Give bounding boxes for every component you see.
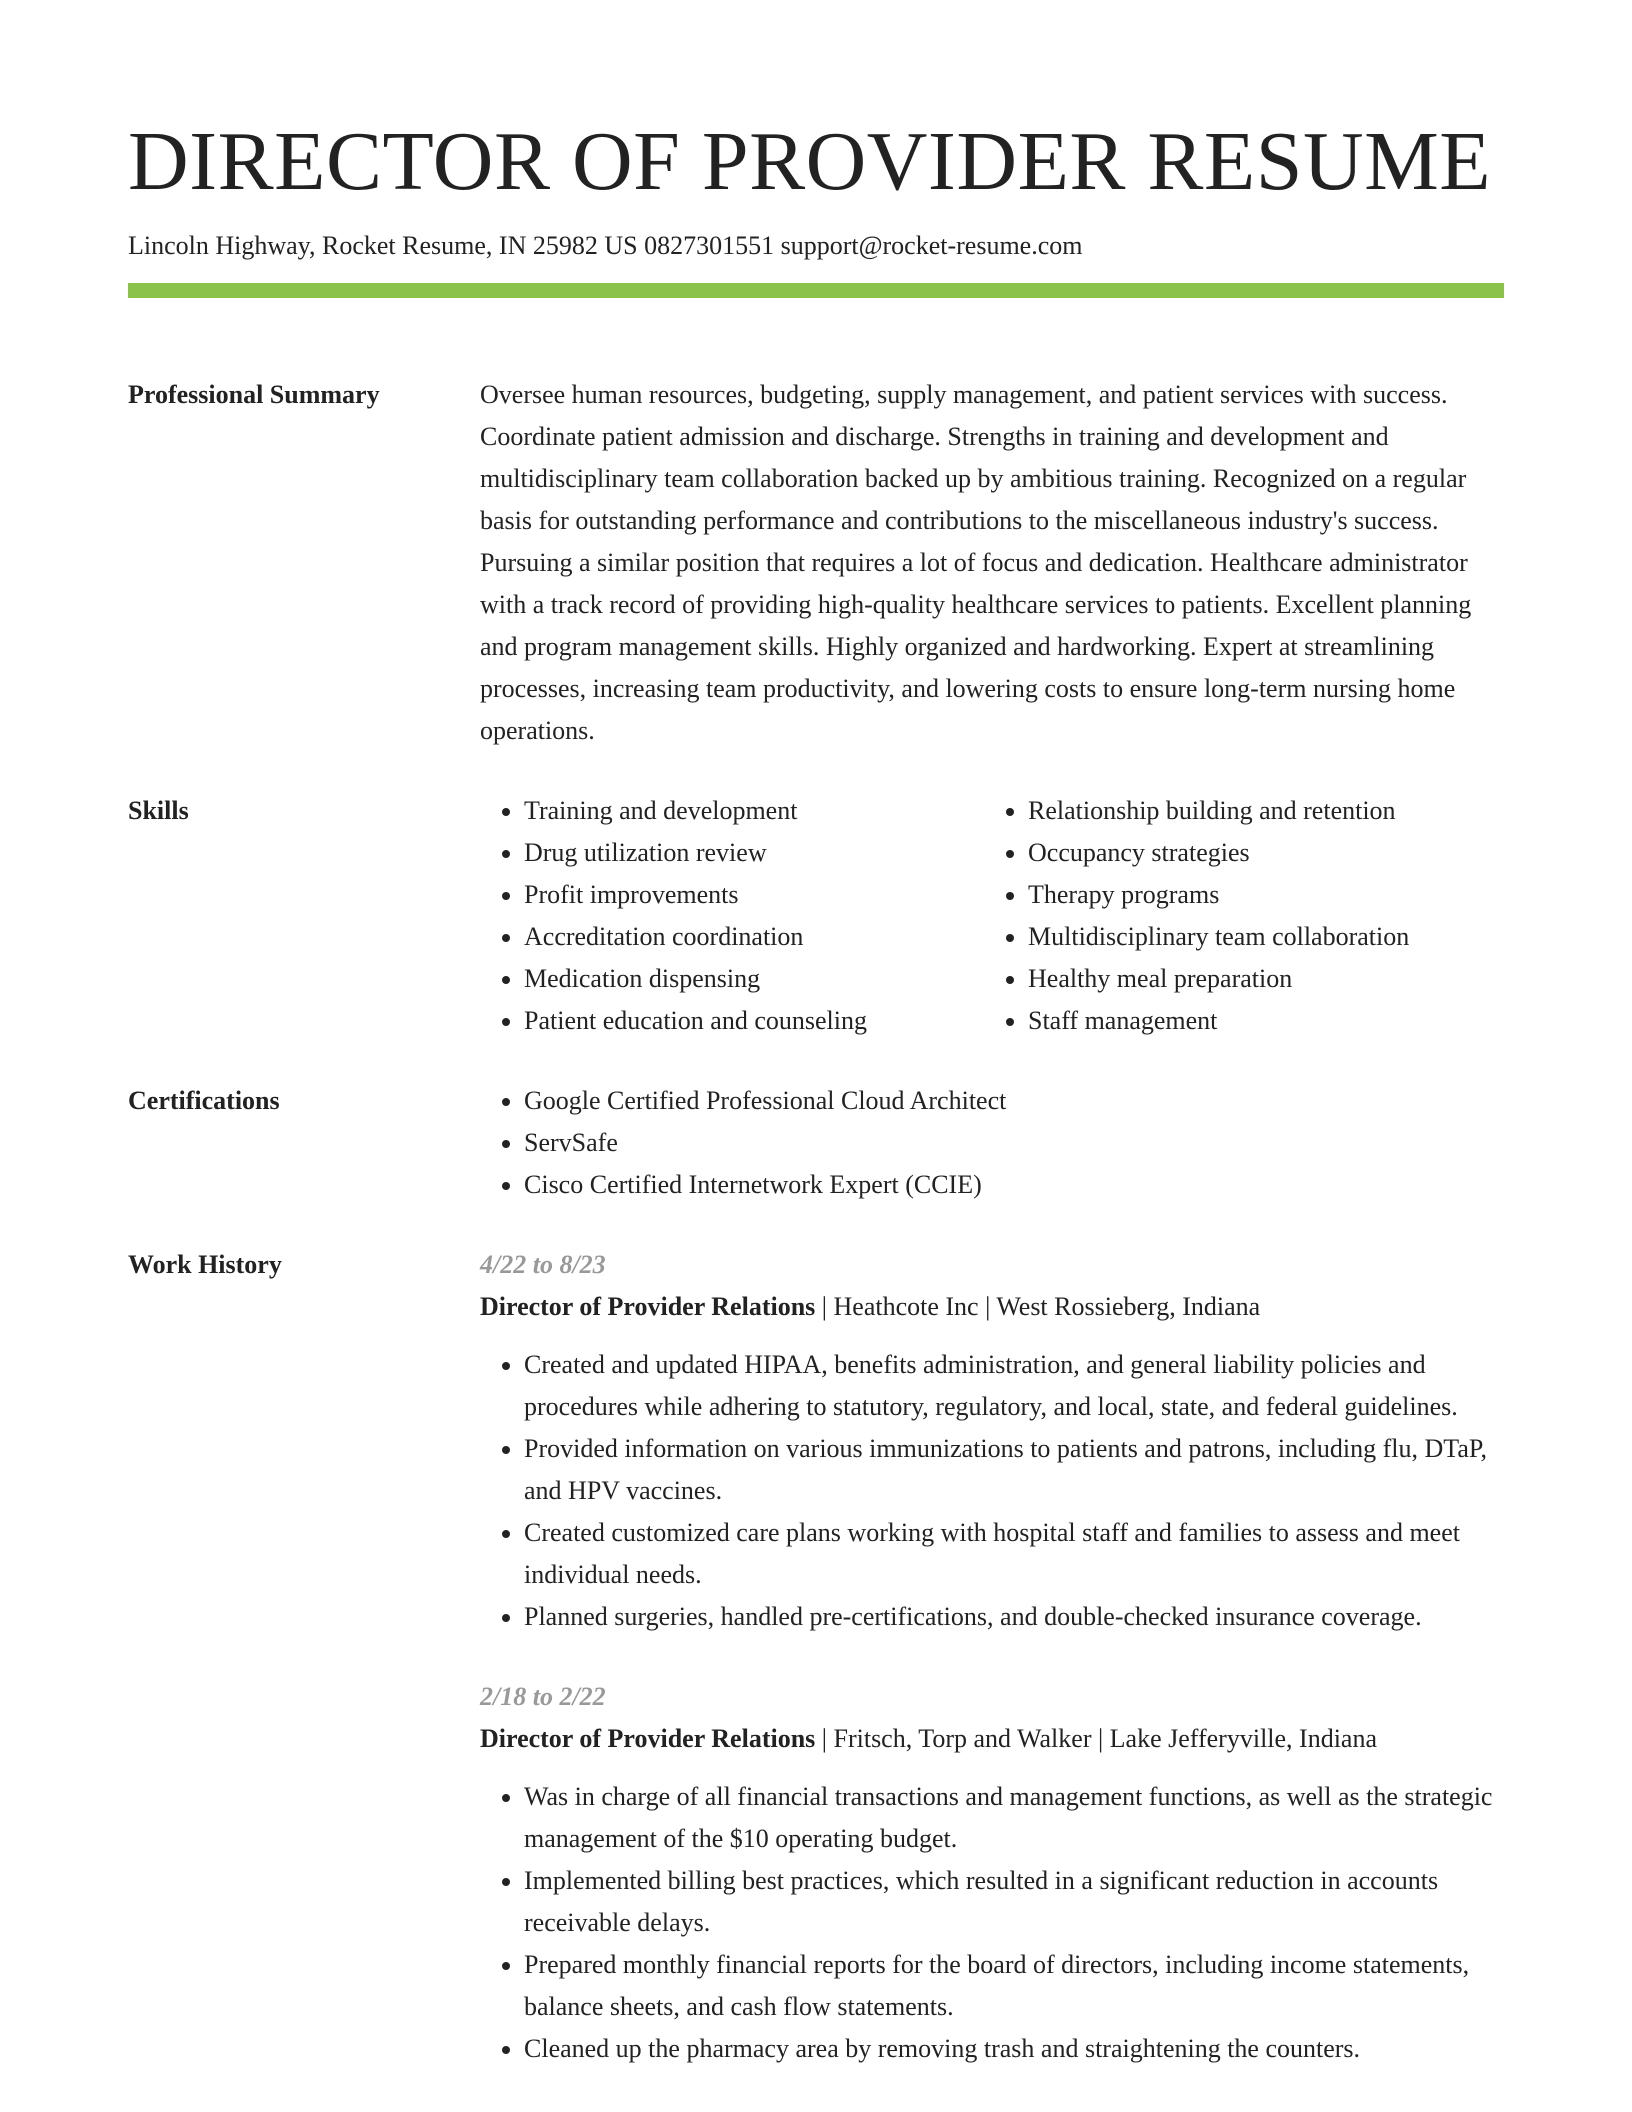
skill-item: • Drug utilization review: [524, 832, 984, 874]
job-title: Director of Provider Relations: [480, 1292, 816, 1322]
job-bullet: • Created customized care plans working with hospital staff and families to assess and meet individual needs.: [524, 1512, 1504, 1596]
job-dates: 4/22 to 8/23: [480, 1250, 606, 1280]
job-title: Director of Provider Relations: [480, 1724, 816, 1754]
job-bullet-list: [480, 1344, 1504, 1638]
certifications-list: [480, 1080, 1504, 1206]
job-entry: [480, 1676, 1504, 2070]
skill-item: • Healthy meal preparation: [1028, 958, 1488, 1000]
job-bullet: • Was in charge of all financial transactions and management functions, as well as the strategic management of the $10 operating budget.: [524, 1776, 1504, 1860]
skills-list-right: [984, 790, 1488, 1042]
job-bullet: • Created and updated HIPAA, benefits administration, and general liability policies and procedures while adhering to statutory, regulatory, and local, state, and federal guidelines.: [524, 1344, 1504, 1428]
resume-page: [128, 115, 1504, 2070]
certifications-section: [128, 1080, 1504, 1206]
job-details: | Fritsch, Torp and Walker | Lake Jefferyville, Indiana: [815, 1724, 1378, 1754]
job-details: | Heathcote Inc | West Rossieberg, Indiana: [815, 1292, 1261, 1322]
job-bullet: • Provided information on various immunizations to patients and patrons, including flu, DTaP, and HPV vaccines.: [524, 1428, 1504, 1512]
accent-divider: [128, 283, 1504, 298]
skill-item: • Staff management: [1028, 1000, 1488, 1042]
job-bullet: • Planned surgeries, handled pre-certifications, and double-checked insurance coverage.: [524, 1596, 1504, 1638]
job-entry: [480, 1244, 1504, 1638]
job-bullet: • Implemented billing best practices, which resulted in a significant reduction in accounts receivable delays.: [524, 1860, 1504, 1944]
skills-heading: Skills: [128, 796, 189, 826]
skills-section: [128, 790, 1504, 1042]
work-history-heading: Work History: [128, 1250, 282, 1280]
skills-list-left: [480, 790, 984, 1042]
contact-line: Lincoln Highway, Rocket Resume, IN 25982 US 0827301551 support@rocket-resume.com: [128, 231, 1083, 260]
certification-item: • Cisco Certified Internetwork Expert (CCIE): [524, 1164, 1504, 1206]
work-history-section: [128, 1244, 1504, 2070]
skill-item: • Medication dispensing: [524, 958, 984, 1000]
skill-item: • Training and development: [524, 790, 984, 832]
job-dates: 2/18 to 2/22: [480, 1682, 606, 1712]
job-heading: [480, 1286, 1504, 1328]
resume-title: DIRECTOR OF PROVIDER RESUME: [128, 115, 1492, 208]
skill-item: • Accreditation coordination: [524, 916, 984, 958]
summary-heading: Professional Summary: [128, 380, 380, 410]
certifications-heading: Certifications: [128, 1086, 280, 1116]
skill-item: • Profit improvements: [524, 874, 984, 916]
certification-item: • Google Certified Professional Cloud Architect: [524, 1080, 1504, 1122]
job-bullet: • Prepared monthly financial reports for the board of directors, including income statements, balance sheets, and cash flow statements.: [524, 1944, 1504, 2028]
job-heading: [480, 1718, 1504, 1760]
skill-item: • Occupancy strategies: [1028, 832, 1488, 874]
summary-section: [128, 374, 1504, 752]
skill-item: • Patient education and counseling: [524, 1000, 984, 1042]
job-bullet-list: [480, 1776, 1504, 2070]
skill-item: • Therapy programs: [1028, 874, 1488, 916]
skill-item: • Multidisciplinary team collaboration: [1028, 916, 1488, 958]
skill-item: • Relationship building and retention: [1028, 790, 1488, 832]
summary-text: Oversee human resources, budgeting, supply management, and patient services with success. Coordinate patient admission and discharge. Strengths in training and development and multidisciplinary team collaboration backed up by ambitious training. Recognized on a regular basis for outstanding performance and contributions to the miscellaneous industry's success. Pursuing a similar position that requires a lot of focus and dedication. Healthcare administrator with a track record of providing high-quality healthcare services to patients. Excellent planning and program management skills. Highly organized and hardworking. Expert at streamlining processes, increasing team productivity, and lowering costs to ensure long-term nursing home operations.: [480, 380, 1472, 746]
job-bullet: • Cleaned up the pharmacy area by removing trash and straightening the counters.: [524, 2028, 1504, 2070]
certification-item: • ServSafe: [524, 1122, 1504, 1164]
